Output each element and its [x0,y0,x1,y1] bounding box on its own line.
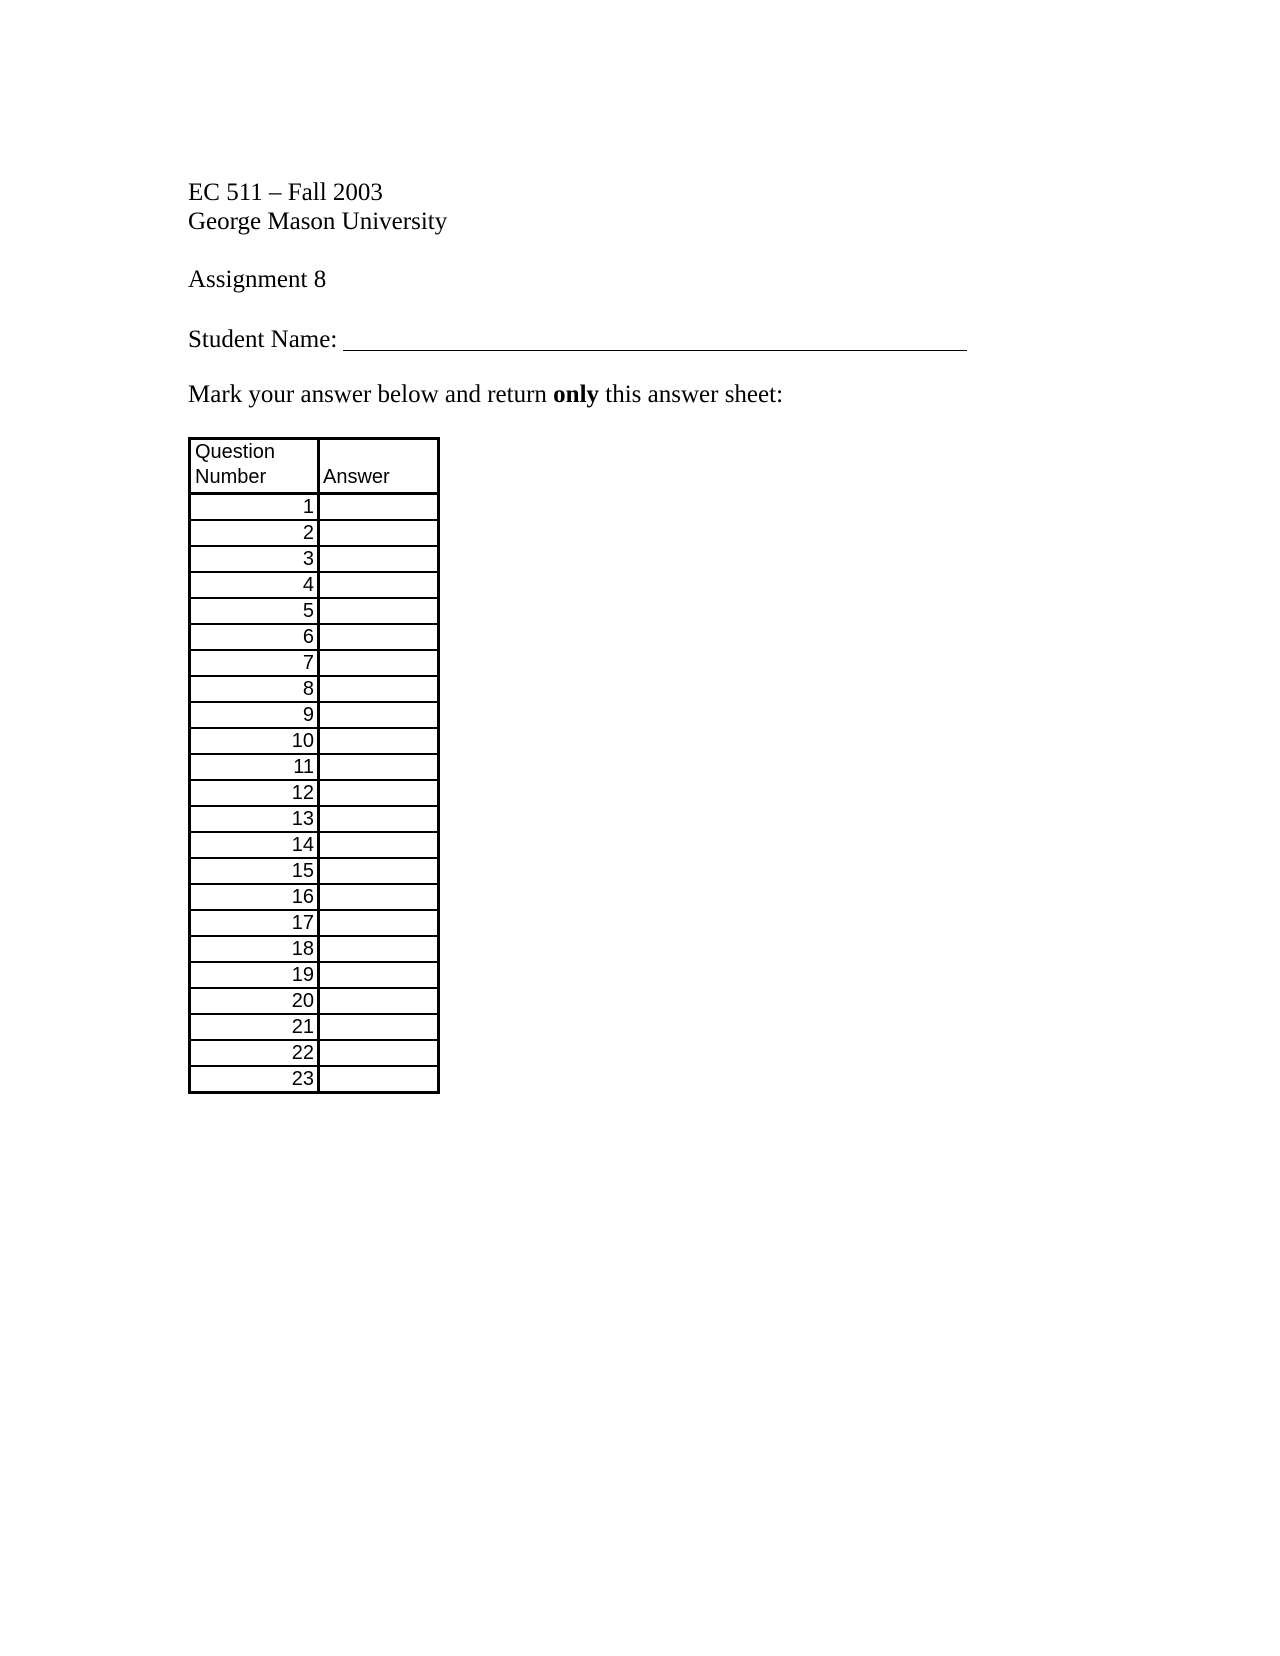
table-row [190,520,439,546]
instruction-text-after: this answer sheet: [599,381,784,408]
question-number-cell: 11 [190,754,319,780]
question-number-cell: 12 [190,780,319,806]
question-number-cell: 4 [190,572,319,598]
question-number-cell: 23 [190,1066,319,1093]
answer-cell[interactable] [319,884,439,910]
table-row [190,910,439,936]
question-number-cell: 21 [190,1014,319,1040]
table-row [190,1066,439,1093]
table-row [190,572,439,598]
table-row [190,728,439,754]
answer-cell[interactable] [319,728,439,754]
student-name-row [188,322,967,354]
table-row [190,494,439,521]
instruction-emphasis: only [553,381,600,408]
table-row [190,858,439,884]
instruction-text-before: Mark your answer below and return [188,381,554,408]
table-row [190,754,439,780]
answer-cell[interactable] [319,806,439,832]
table-row [190,702,439,728]
question-number-cell: 5 [190,598,319,624]
table-row [190,676,439,702]
question-number-cell: 9 [190,702,319,728]
question-number-cell: 1 [190,494,319,521]
question-number-cell: 10 [190,728,319,754]
table-row [190,806,439,832]
table-row [190,546,439,572]
question-number-cell: 16 [190,884,319,910]
answer-cell[interactable] [319,1040,439,1066]
student-name-label: Student Name: [188,326,338,353]
question-number-cell: 6 [190,624,319,650]
answer-cell[interactable] [319,676,439,702]
answer-cell[interactable] [319,988,439,1014]
answer-cell[interactable] [319,572,439,598]
answer-cell[interactable] [319,1014,439,1040]
question-number-cell: 17 [190,910,319,936]
question-number-header-line1: Question [195,441,276,463]
question-number-header-line2: Number [195,466,267,488]
question-number-cell: 8 [190,676,319,702]
question-number-cell: 19 [190,962,319,988]
question-number-cell: 22 [190,1040,319,1066]
answer-table [188,437,440,1094]
answer-cell[interactable] [319,702,439,728]
answer-cell[interactable] [319,936,439,962]
answer-cell[interactable] [319,962,439,988]
answer-cell[interactable] [319,910,439,936]
answer-cell[interactable] [319,598,439,624]
answer-cell[interactable] [319,624,439,650]
university-name: George Mason University [188,208,448,235]
table-row [190,624,439,650]
answer-cell[interactable] [319,494,439,521]
question-number-cell: 7 [190,650,319,676]
answer-cell[interactable] [319,650,439,676]
table-row [190,1040,439,1066]
question-number-cell: 15 [190,858,319,884]
table-row [190,936,439,962]
student-name-field[interactable] [343,326,967,351]
table-row [190,598,439,624]
assignment-title: Assignment 8 [188,266,327,293]
answer-cell[interactable] [319,780,439,806]
table-row [190,1014,439,1040]
question-number-cell: 3 [190,546,319,572]
answer-cell[interactable] [319,546,439,572]
question-number-header [190,439,319,494]
table-row [190,884,439,910]
table-row [190,988,439,1014]
course-title: EC 511 – Fall 2003 [188,179,383,206]
answer-cell[interactable] [319,520,439,546]
question-number-cell: 13 [190,806,319,832]
answer-cell[interactable] [319,858,439,884]
question-number-cell: 18 [190,936,319,962]
table-row [190,962,439,988]
answer-cell[interactable] [319,754,439,780]
question-number-cell: 2 [190,520,319,546]
answer-cell[interactable] [319,832,439,858]
table-row [190,832,439,858]
question-number-cell: 20 [190,988,319,1014]
instructions [188,380,783,409]
answer-rows [190,494,439,1093]
answer-cell[interactable] [319,1066,439,1093]
question-number-cell: 14 [190,832,319,858]
table-row [190,780,439,806]
table-row [190,650,439,676]
answer-header: Answer [319,439,439,494]
